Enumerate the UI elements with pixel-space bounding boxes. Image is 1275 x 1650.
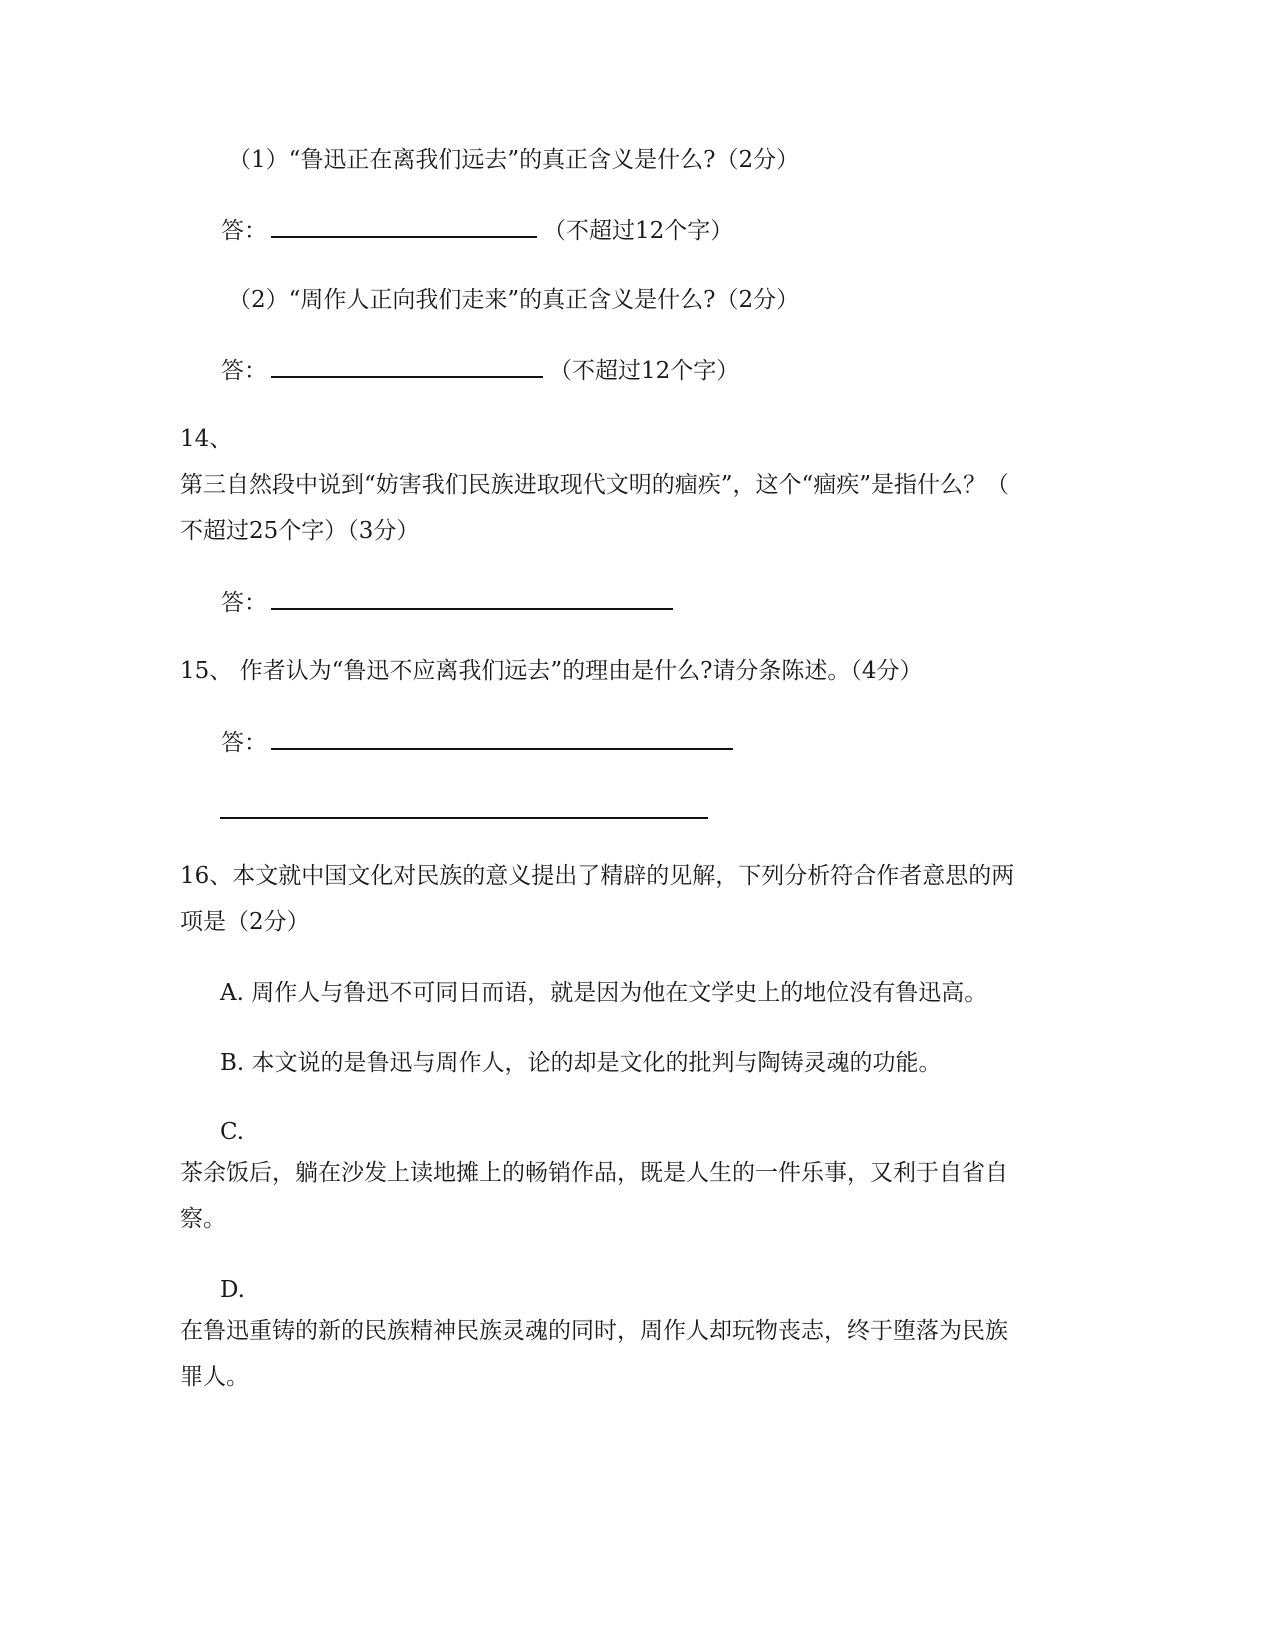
q15-answer-row <box>221 726 739 758</box>
q13-sub1-question: （1）“鲁迅正在离我们远去”的真正含义是什么?（2分） <box>228 147 800 173</box>
option-c-label[interactable]: C. <box>220 1119 245 1145</box>
q16-question-line1: 16、本文就中国文化对民族的意义提出了精辟的见解，下列分析符合作者意思的两 <box>180 863 1015 889</box>
q14-question-line2: 不超过25个字）（3分） <box>180 518 420 544</box>
option-b[interactable] <box>220 1048 942 1078</box>
option-c-text-line1: 茶余饭后，躺在沙发上读地摊上的畅销作品，既是人生的一件乐事，又利于自省自 <box>180 1160 1008 1186</box>
option-a-text: 周作人与鲁迅不可同日而语，就是因为他在文学史上的地位没有鲁迅高。 <box>251 980 988 1006</box>
q15-question: 15、 作者认为“鲁迅不应离我们远去”的理由是什么?请分条陈述。（4分） <box>180 658 923 684</box>
answer-label: 答： <box>221 358 267 384</box>
q13-sub2-answer-row <box>221 354 739 386</box>
word-limit-note: （不超过12个字） <box>549 358 740 384</box>
q14-question-line1: 第三自然段中说到“妨害我们民族进取现代文明的痼疾”，这个“痼疾”是指什么？（ <box>180 472 1010 498</box>
q14-number: 14、 <box>180 426 233 452</box>
q16-question-line2: 项是（2分） <box>180 909 310 935</box>
answer-label: 答： <box>221 590 267 616</box>
word-limit-note: （不超过12个字） <box>543 218 734 244</box>
answer-blank[interactable] <box>271 214 537 238</box>
option-b-label: B. <box>220 1050 245 1076</box>
option-a[interactable] <box>220 978 987 1008</box>
answer-blank[interactable] <box>271 354 543 378</box>
option-b-text: 本文说的是鲁迅与周作人，论的却是文化的批判与陶铸灵魂的功能。 <box>251 1050 942 1076</box>
answer-blank[interactable] <box>271 726 733 750</box>
answer-label: 答： <box>221 218 267 244</box>
answer-label: 答： <box>221 730 267 756</box>
option-d-label[interactable]: D. <box>220 1277 245 1303</box>
answer-blank-line2[interactable] <box>220 817 708 819</box>
q13-sub2-question: （2）“周作人正向我们走来”的真正含义是什么?（2分） <box>228 287 800 313</box>
option-a-label: A. <box>220 980 244 1006</box>
q14-answer-row <box>221 586 679 618</box>
q13-sub1-answer-row <box>221 214 733 246</box>
option-d-text-line2: 罪人。 <box>180 1364 249 1390</box>
answer-blank[interactable] <box>271 586 673 610</box>
option-d-text-line1: 在鲁迅重铸的新的民族精神民族灵魂的同时，周作人却玩物丧志，终于堕落为民族 <box>180 1318 1008 1344</box>
option-c-text-line2: 察。 <box>180 1206 226 1232</box>
